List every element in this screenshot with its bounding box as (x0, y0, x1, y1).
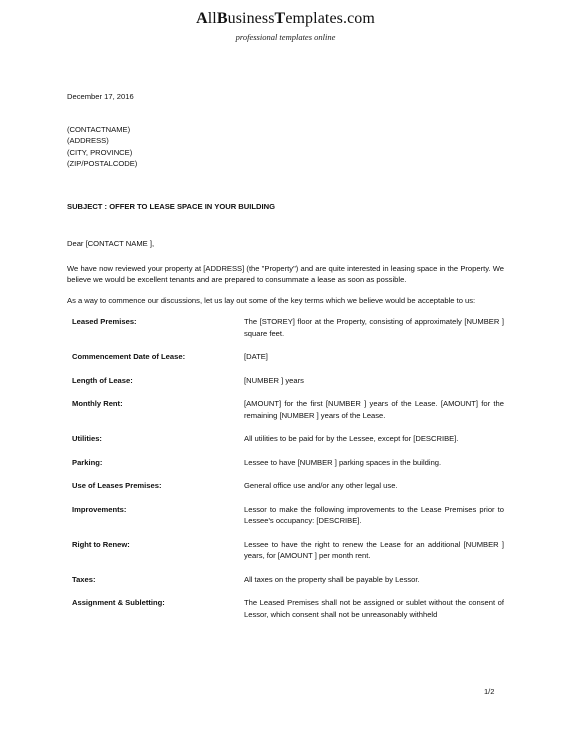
brand-letter: A (196, 10, 208, 27)
term-value: [AMOUNT] for the first [NUMBER ] years of the Lease. [AMOUNT] for the remaining [NUMBER ] years of the Lease. (244, 399, 504, 420)
tagline: professional templates online (235, 32, 336, 42)
term-label: Length of Lease: (72, 375, 133, 385)
term-value: Lessee to have [NUMBER ] parking spaces in the building. (244, 457, 442, 467)
brand-logo (0, 10, 571, 28)
brand-text: ll (207, 10, 217, 27)
term-label: Monthly Rent: (72, 399, 123, 408)
table-row (67, 433, 504, 457)
address-line: (CONTACTNAME) (67, 124, 131, 134)
brand-text: emplates.com (285, 10, 375, 27)
address-line: (ZIP/POSTALCODE) (67, 159, 138, 168)
term-label: Commencement Date of Lease: (72, 352, 186, 361)
term-value: The Leased Premises shall not be assigned or sublet without the consent of Lessor, which consent shall not be unreasonably withheld (244, 598, 504, 619)
table-row (67, 480, 504, 504)
address-line: (CITY, PROVINCE) (67, 147, 133, 157)
brand-text: usiness (227, 10, 275, 27)
terms-table (67, 316, 504, 632)
term-value: Lessor to make the following improvements to the Lease Premises prior to Lessee's occupancy: [DESCRIBE]. (244, 504, 504, 525)
term-label: Taxes: (72, 574, 96, 584)
subject-line: SUBJECT : OFFER TO LEASE SPACE IN YOUR BUILDING (67, 201, 276, 211)
term-value: All utilities to be paid for by the Lessee, except for [DESCRIBE]. (244, 434, 459, 443)
letter-date: December 17, 2016 (67, 92, 134, 101)
paragraph-terms-intro: As a way to commence our discussions, let us lay out some of the key terms which we believe would be acceptable to us: (67, 295, 476, 305)
letter-body (67, 91, 504, 632)
table-row (67, 539, 504, 574)
term-value: [NUMBER ] years (244, 375, 304, 385)
table-row (67, 375, 504, 399)
term-value: All taxes on the property shall be payable by Lessor. (244, 574, 420, 584)
table-row (67, 398, 504, 433)
brand-letter: T (274, 10, 286, 27)
term-label: Use of Leases Premises: (72, 481, 162, 490)
salutation: Dear [CONTACT NAME ], (67, 239, 155, 248)
term-label: Assignment & Subletting: (72, 598, 165, 607)
table-row (67, 457, 504, 481)
table-row (67, 504, 504, 539)
term-label: Parking: (72, 457, 103, 467)
term-value: [DATE] (244, 352, 268, 361)
recipient-address (67, 124, 504, 170)
table-row (67, 574, 504, 598)
site-header (0, 10, 571, 42)
paragraph-intro: We have now reviewed your property at [ADDRESS] (the "Property") and are quite interested in leasing space in the Property. We believe we would be excellent tenants and are prepared to consummate a lease as soon as possible. (67, 263, 504, 284)
term-value: General office use and/or any other legal use. (244, 481, 398, 490)
term-label: Utilities: (72, 434, 102, 443)
term-label: Improvements: (72, 504, 127, 514)
brand-letter: B (216, 10, 228, 27)
table-row (67, 597, 504, 632)
term-value: The [STOREY] floor at the Property, consisting of approximately [NUMBER ] square feet. (244, 317, 504, 338)
table-row (67, 316, 504, 351)
term-label: Right to Renew: (72, 539, 130, 549)
term-label: Leased Premises: (72, 317, 137, 326)
table-row (67, 351, 504, 375)
address-line: (ADDRESS) (67, 136, 109, 145)
page-number: 1/2 (484, 687, 495, 696)
term-value: Lessee to have the right to renew the Lease for an additional [NUMBER ] years, for [AMOUNT ] per month rent. (244, 539, 504, 560)
